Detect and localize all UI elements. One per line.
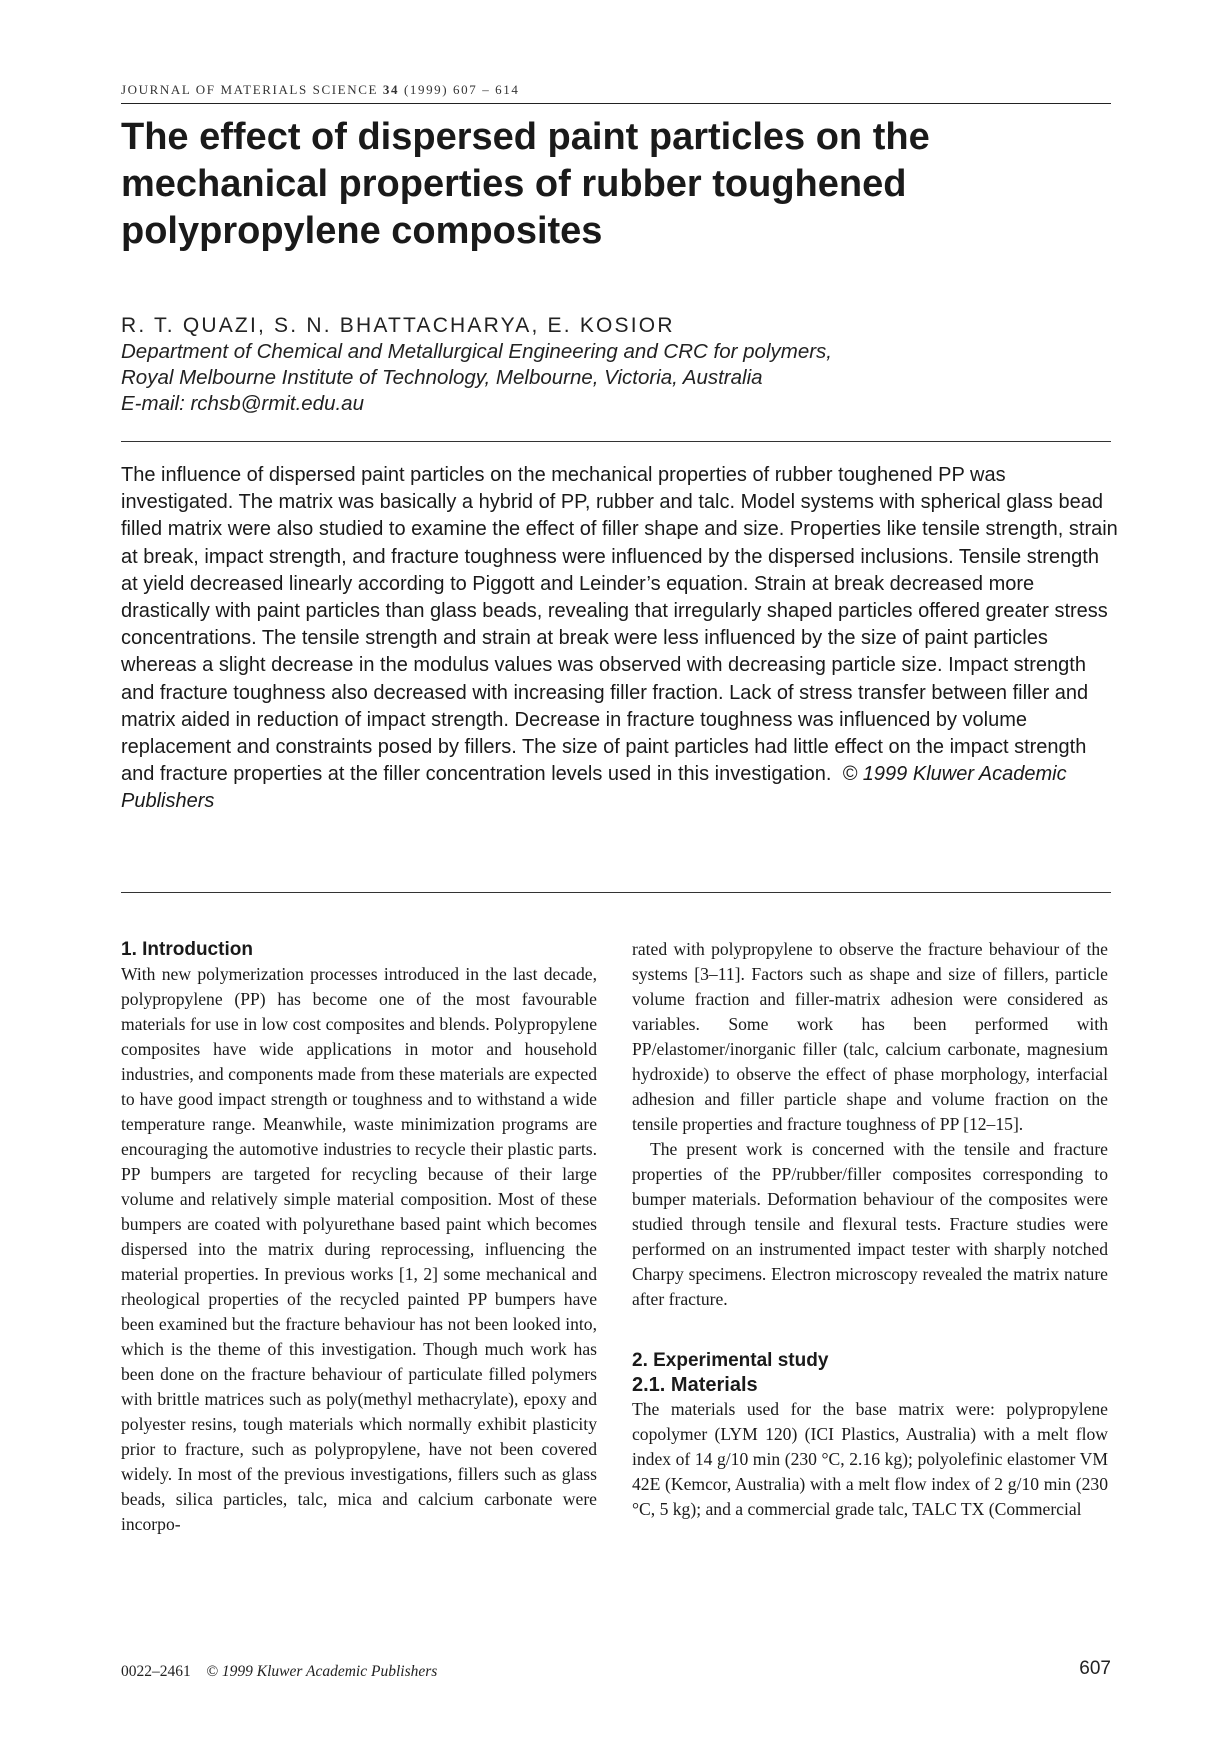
journal-volume: 34 [382, 82, 400, 97]
abstract [121, 462, 1121, 816]
introduction-paragraph-2: The present work is concerned with the tensile and fracture properties of the PP/rubber/filler composites corresponding to bumper materials. Deformation behaviour of the composites were studied through tensile and flexural tests. Fracture studies were performed on an instrumented impact tester with sharply notched Charpy specimens. Electron microscopy revealed the matrix nature after fracture. [632, 1139, 1108, 1309]
paper-title: The effect of dispersed paint particles on the mechanical properties of rubber toughened polypropylene composites [121, 116, 930, 252]
abstract-copyright: © 1999 Kluwer Academic Publishers [121, 763, 1067, 813]
right-column [632, 937, 1108, 1522]
introduction-paragraph-1: With new polymerization processes introduced in the last decade, polypropylene (PP) has become one of the most favourable materials for use in low cost composites and blends. Polypropylene composites have wide applications in motor and household industries, and components made from these materials are expected to have good impact strength or toughness and to withstand a wide temperature range. Meanwhile, waste minimization programs are encouraging the automotive industries to recycle their plastic parts. PP bumpers are targeted for recycling because of their large volume and relatively simple material composition. Most of these bumpers are coated with polyurethane based paint which becomes dispersed into the matrix during reprocessing, influencing the material properties. In previous works [1, 2] some mechanical and rheological properties of the recycled painted PP bumpers have been examined but the fracture behaviour has not been looked into, which is the theme of this investigation. Though much work has been done on the fracture behaviour of particulate filled polymers with brittle matrices such as poly(methyl methacrylate), epoxy and polyester resins, tough materials which normally exhibit plasticity prior to fracture, such as polypropylene, have not been covered widely. In most of the previous investigations, fillers such as glass beads, silica particles, talc, mica and calcium carbonate were incorpo- [121, 964, 597, 1534]
journal-citation: (1999) 607 – 614 [403, 82, 520, 97]
left-column [121, 937, 597, 1537]
issn: 0022–2461 [121, 1663, 191, 1680]
header-rule [121, 103, 1111, 104]
abstract-text: The influence of dispersed paint particles on the mechanical properties of rubber toughened PP was investigated. The matrix was basically a hybrid of PP, rubber and talc. Model systems with spherical glass bead filled matrix were also studied to examine the effect of filler shape and size. Properties like tensile strength, strain at break, impact strength, and fracture toughness were influenced by the dispersed inclusions. Tensile strength at yield decreased linearly according to Piggott and Leinder’s equation. Strain at break decreased more drastically with paint particles than glass beads, revealing that irregularly shaped particles offered greater stress concentrations. The tensile strength and strain at break were less influenced by the size of paint particles whereas a slight decrease in the modulus values was observed with decreasing particle size. Impact strength and fracture toughness also decreased with increasing filler fraction. Lack of stress transfer between filler and matrix aided in reduction of impact strength. Decrease in fracture toughness was influenced by volume replacement and constraints posed by fillers. The size of paint particles had little effect on the impact strength and fracture properties at the filler concentration levels used in this investigation. [121, 464, 1118, 786]
affiliation-line-2: Royal Melbourne Institute of Technology, Melbourne, Victoria, Australia [121, 366, 763, 389]
abstract-bottom-rule [121, 892, 1111, 893]
section-gap [632, 1312, 1108, 1348]
footer-issn-line [121, 1663, 437, 1681]
affiliation [121, 339, 1111, 417]
introduction-heading: 1. Introduction [121, 939, 253, 960]
journal-header [121, 82, 1111, 98]
page-number: 607 [1079, 1658, 1111, 1679]
abstract-top-rule [121, 441, 1111, 442]
affiliation-line-1: Department of Chemical and Metallurgical Engineering and CRC for polymers, [121, 340, 832, 363]
materials-heading: 2.1. Materials [632, 1374, 758, 1396]
footer-copyright: © 1999 Kluwer Academic Publishers [206, 1663, 438, 1680]
materials-paragraph: The materials used for the base matrix were: polypropylene copolymer (LYM 120) (ICI Plastics, Australia) with a melt flow index of 14 g/10 min (230 °C, 2.16 kg); polyolefinic elastomer VM 42E (Kemcor, Australia) with a melt flow index of 2 g/10 min (230 °C, 5 kg); and a commercial grade talc, TALC TX (Commercial [632, 1399, 1108, 1519]
experimental-heading: 2. Experimental study [632, 1350, 829, 1371]
introduction-paragraph-1-continued: rated with polypropylene to observe the fracture behaviour of the systems [3–11]. Factors such as shape and size of fillers, particle volume fraction and filler-matrix adhesion were considered as variables. Some work has been performed with PP/elastomer/inorganic filler (talc, calcium carbonate, magnesium hydroxide) to observe the effect of phase morphology, interfacial adhesion and filler particle shape and volume fraction on the tensile properties and fracture toughness of PP [12–15]. [632, 939, 1108, 1134]
journal-name: JOURNAL OF MATERIALS SCIENCE [121, 82, 379, 97]
email-line: E-mail: rchsb@rmit.edu.au [121, 392, 364, 415]
author-list: R. T. QUAZI, S. N. BHATTACHARYA, E. KOSIOR [121, 314, 675, 337]
